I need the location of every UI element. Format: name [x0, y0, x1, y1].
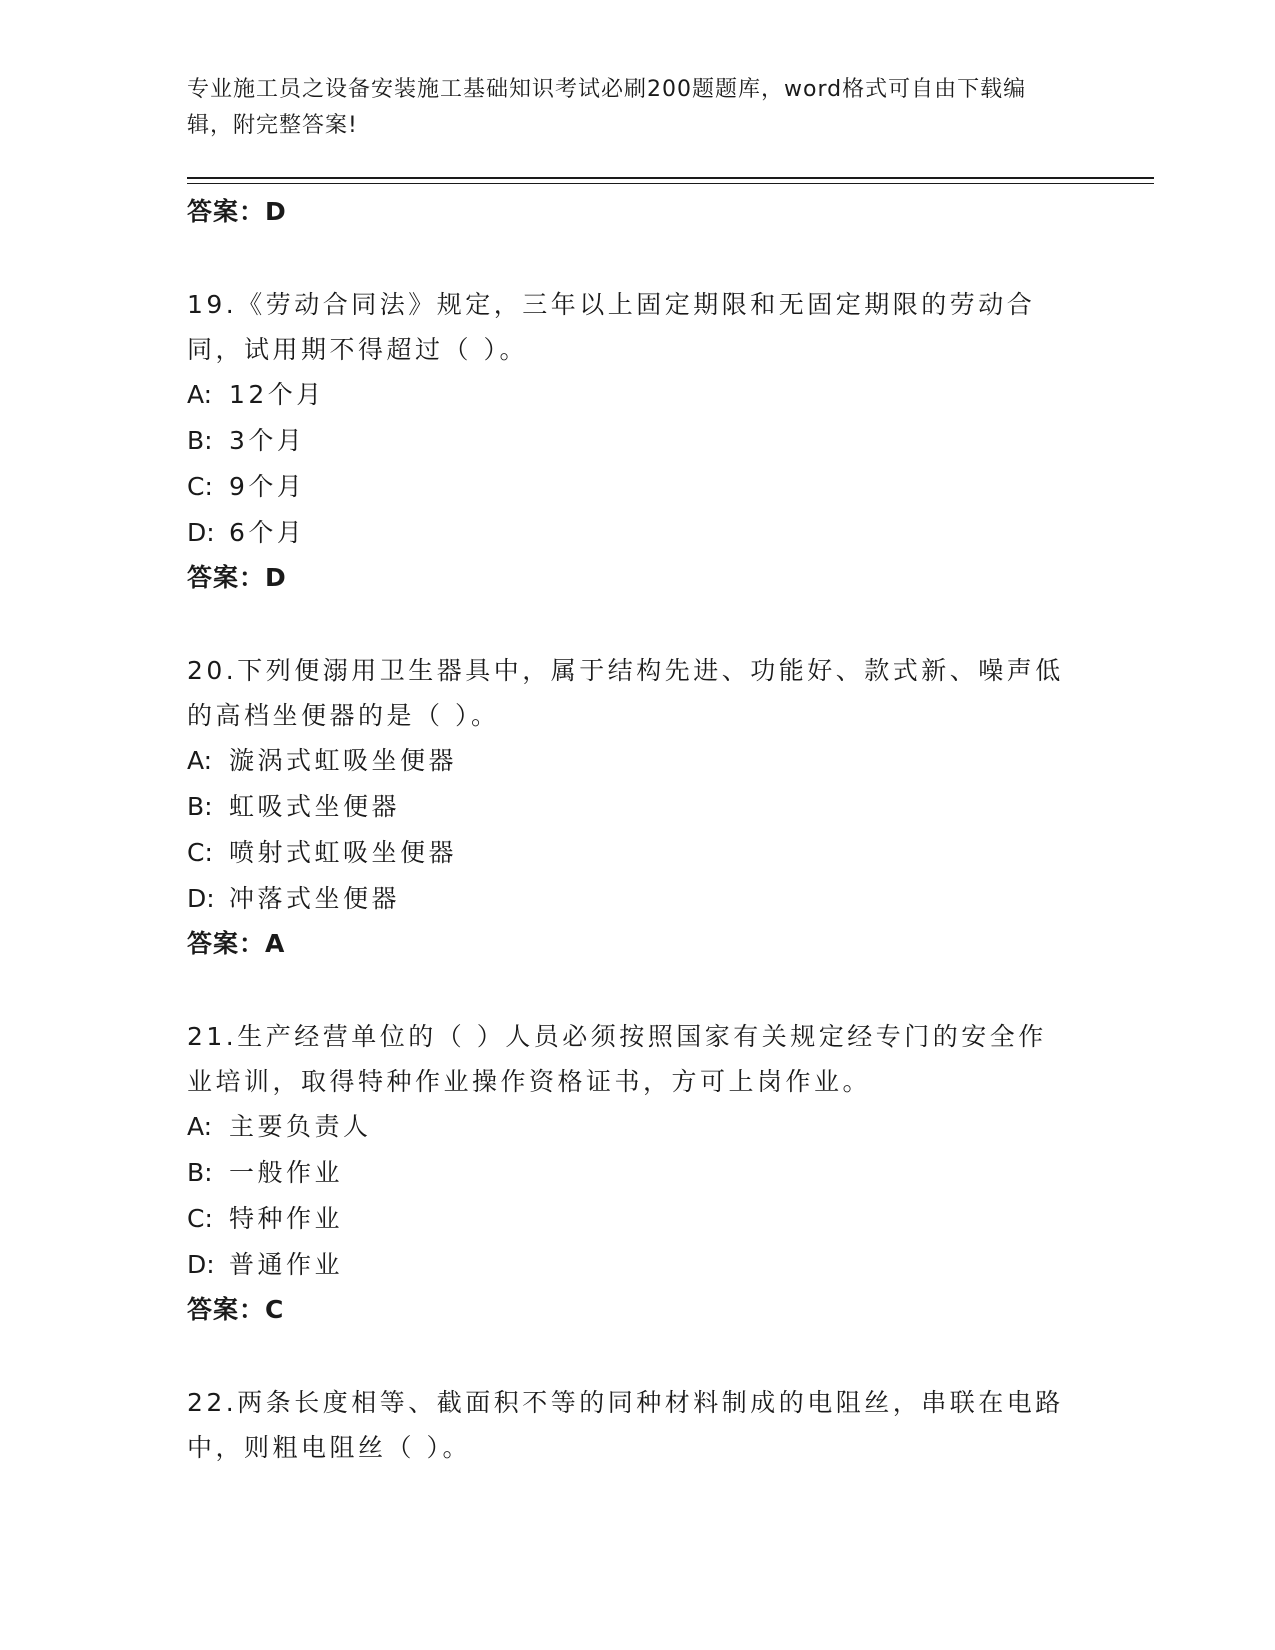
option-letter: B:	[187, 1158, 213, 1187]
option-letter: C:	[187, 472, 213, 501]
option-a	[187, 738, 1087, 784]
option-c	[187, 830, 1087, 876]
option-letter: D:	[187, 518, 215, 547]
question-text: 20.下列便溺用卫生器具中，属于结构先进、功能好、款式新、噪声低的高档坐便器的是（ ）。	[187, 656, 1064, 730]
question-22	[187, 1380, 1087, 1470]
question-text: 21.生产经营单位的（ ）人员必须按照国家有关规定经专门的安全作业培训，取得特种作业操作资格证书，方可上岗作业。	[187, 1022, 1047, 1096]
option-text: 12个月	[229, 380, 325, 409]
option-c	[187, 464, 1087, 510]
option-text: 主要负责人	[229, 1112, 372, 1141]
question-20	[187, 648, 1087, 966]
option-letter: A:	[187, 380, 213, 409]
document-body	[187, 190, 1087, 1470]
option-text: 漩涡式虹吸坐便器	[229, 746, 458, 775]
option-text: 9个月	[229, 472, 306, 501]
option-text: 普通作业	[229, 1250, 344, 1279]
question-text: 22.两条长度相等、截面积不等的同种材料制成的电阻丝，串联在电路中，则粗电阻丝（ ）。	[187, 1388, 1064, 1462]
header-divider-thin	[187, 183, 1154, 184]
option-d	[187, 1242, 1087, 1288]
option-text: 6个月	[229, 518, 306, 547]
question-text: 19.《劳动合同法》规定，三年以上固定期限和无固定期限的劳动合同，试用期不得超过（ ）。	[187, 290, 1036, 364]
option-letter: D:	[187, 1250, 215, 1279]
option-a	[187, 1104, 1087, 1150]
option-letter: A:	[187, 1112, 213, 1141]
option-letter: B:	[187, 426, 213, 455]
option-letter: B:	[187, 792, 213, 821]
option-letter: C:	[187, 838, 213, 867]
option-a	[187, 372, 1087, 418]
option-b	[187, 418, 1087, 464]
question-21	[187, 1014, 1087, 1332]
option-letter: C:	[187, 1204, 213, 1233]
answer-line: 答案：D	[187, 563, 287, 592]
option-text: 喷射式虹吸坐便器	[229, 838, 458, 867]
option-b	[187, 1150, 1087, 1196]
header-divider	[187, 177, 1154, 179]
option-text: 3个月	[229, 426, 306, 455]
option-text: 冲落式坐便器	[229, 884, 401, 913]
option-d	[187, 510, 1087, 556]
option-text: 虹吸式坐便器	[229, 792, 401, 821]
answer-line: 答案：D	[187, 197, 287, 226]
page-header: 专业施工员之设备安装施工基础知识考试必刷200题题库，word格式可自由下载编辑，附完整答案!	[187, 77, 1027, 138]
answer-line: 答案：A	[187, 929, 286, 958]
option-d	[187, 876, 1087, 922]
answer-line: 答案：C	[187, 1295, 285, 1324]
option-c	[187, 1196, 1087, 1242]
option-text: 一般作业	[229, 1158, 344, 1187]
option-text: 特种作业	[229, 1204, 344, 1233]
question-19	[187, 282, 1087, 600]
option-letter: D:	[187, 884, 215, 913]
option-letter: A:	[187, 746, 213, 775]
option-b	[187, 784, 1087, 830]
